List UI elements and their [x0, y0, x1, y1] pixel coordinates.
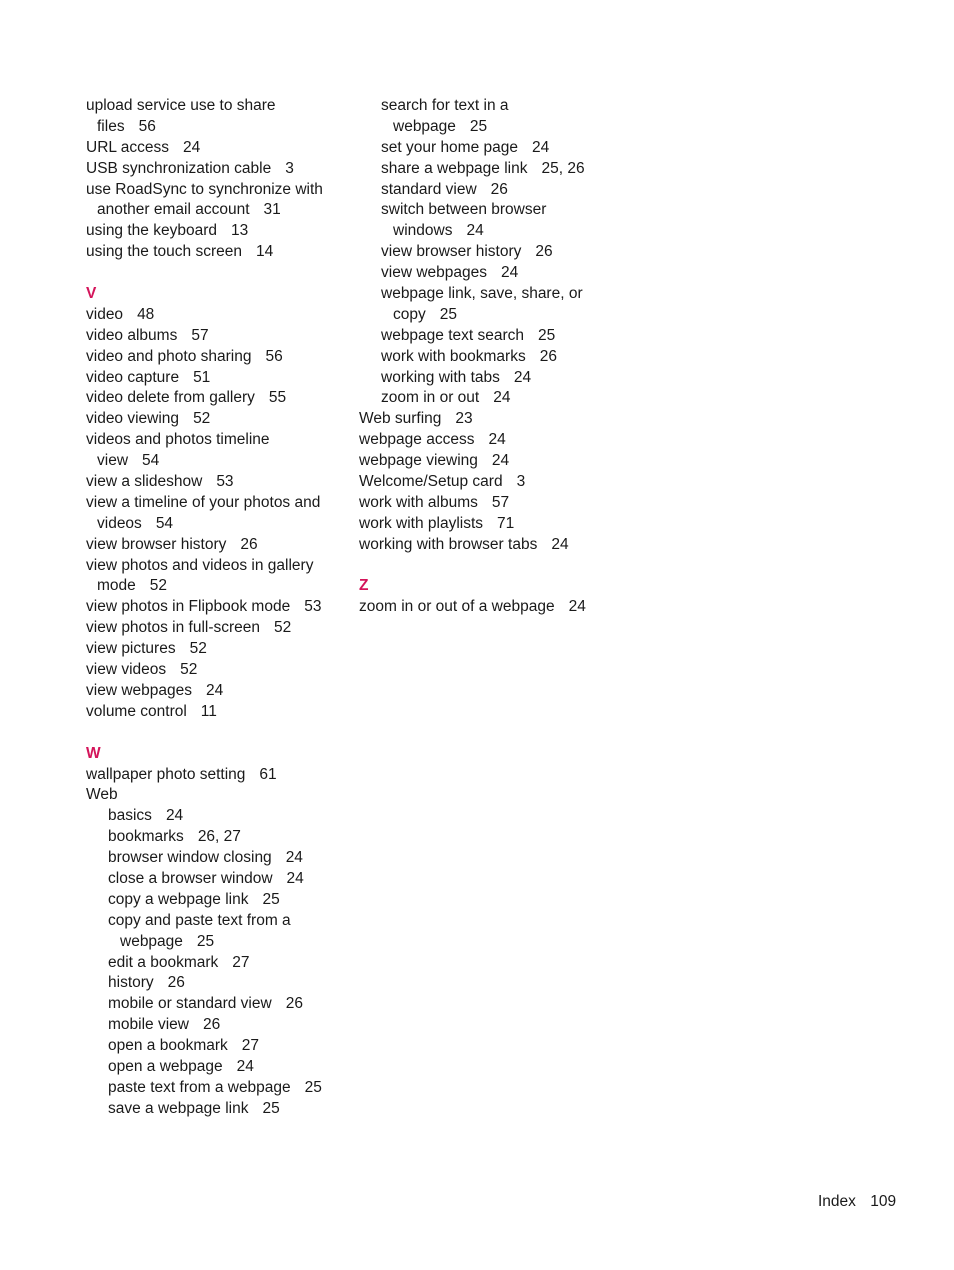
page-reference: 54 — [142, 452, 160, 470]
index-column-right — [359, 96, 619, 618]
index-term: webpage link, save, share, or — [381, 285, 583, 303]
page-reference: 24 — [500, 264, 519, 282]
page-reference: 27 — [241, 1037, 260, 1055]
page-reference: 24 — [285, 849, 303, 867]
index-entry — [86, 911, 346, 932]
index-entry — [86, 326, 346, 347]
page-reference: 52 — [189, 640, 207, 658]
index-entry — [86, 639, 346, 660]
index-term: switch between browser — [381, 201, 547, 219]
index-term: zoom in or out of a webpage — [359, 598, 555, 616]
index-entry — [86, 368, 346, 389]
index-term: view browser history — [381, 243, 522, 261]
page-reference: 52 — [149, 577, 168, 595]
page-reference: 24 — [551, 535, 569, 553]
page-reference: 24 — [493, 389, 511, 407]
index-term: video albums — [86, 326, 178, 344]
section-spacer — [359, 556, 619, 577]
index-term: work with playlists — [359, 514, 484, 532]
index-entry — [86, 848, 346, 869]
index-entry — [86, 827, 346, 848]
page-reference: 25 — [538, 326, 556, 344]
page-reference: 25 — [262, 1099, 280, 1117]
page-reference: 56 — [138, 117, 156, 135]
page-reference: 25 — [304, 1078, 322, 1096]
index-entry — [359, 597, 619, 618]
index-term: view photos in Flipbook mode — [86, 598, 291, 616]
index-term: volume control — [86, 702, 187, 720]
index-entry — [86, 932, 346, 953]
index-entry — [86, 994, 346, 1015]
page-reference: 54 — [155, 514, 174, 532]
page-reference: 14 — [255, 243, 274, 261]
index-entry — [359, 117, 619, 138]
index-term: working with browser tabs — [359, 535, 538, 553]
index-entry — [86, 1099, 346, 1120]
index-entry — [359, 472, 619, 493]
page-reference: 26 — [535, 243, 553, 261]
index-term: copy and paste text from a — [108, 911, 291, 929]
page-reference: 27 — [232, 953, 250, 971]
page-reference: 57 — [191, 326, 209, 344]
index-term: standard view — [381, 180, 477, 198]
index-term: videos — [97, 514, 142, 532]
index-term: working with tabs — [381, 368, 500, 386]
index-entry — [359, 409, 619, 430]
index-term: upload service use to share — [86, 97, 276, 114]
page-number: 109 — [870, 1193, 897, 1210]
page-reference: 24 — [165, 807, 184, 825]
index-entry — [86, 785, 346, 806]
index-entry — [86, 765, 346, 786]
index-entry — [86, 953, 346, 974]
index-term: windows — [393, 222, 453, 240]
index-entry — [86, 1036, 346, 1057]
index-entry — [359, 284, 619, 305]
index-term: USB synchronization cable — [86, 159, 272, 177]
index-term: video viewing — [86, 410, 180, 428]
page-reference: 53 — [216, 473, 234, 491]
index-entry — [86, 618, 346, 639]
page-reference: 52 — [180, 661, 198, 679]
index-term: Welcome/Setup card — [359, 473, 503, 491]
page-reference: 52 — [193, 410, 211, 428]
index-entry — [86, 556, 346, 577]
index-column-left — [86, 96, 346, 1120]
page-reference: 26 — [202, 1016, 221, 1034]
index-entry — [86, 472, 346, 493]
index-term: video capture — [86, 368, 180, 386]
index-term: webpage — [393, 117, 456, 135]
page-reference: 24 — [286, 869, 304, 887]
index-entry — [86, 451, 346, 472]
index-term: video — [86, 305, 124, 323]
page-reference: 25 — [439, 305, 457, 323]
page-reference: 57 — [491, 493, 510, 511]
page-reference: 55 — [268, 389, 287, 407]
index-entry — [359, 368, 619, 389]
index-term: Web — [86, 786, 118, 804]
index-term: mobile view — [108, 1016, 189, 1034]
index-term: videos and photos timeline — [86, 431, 270, 449]
index-term: view photos and videos in gallery — [86, 556, 314, 574]
index-entry — [86, 430, 346, 451]
page-reference: 24 — [491, 452, 510, 470]
page-reference: 53 — [304, 598, 322, 616]
index-entry — [359, 200, 619, 221]
page-reference: 24 — [488, 431, 506, 449]
page-footer — [818, 1192, 896, 1212]
index-entry — [86, 702, 346, 723]
index-term: open a bookmark — [108, 1037, 228, 1055]
page-reference: 52 — [274, 619, 292, 637]
index-entry — [359, 493, 619, 514]
index-entry — [86, 200, 346, 221]
index-term: view — [97, 452, 129, 470]
index-entry — [86, 1015, 346, 1036]
index-term: save a webpage link — [108, 1099, 249, 1117]
index-term: mobile or standard view — [108, 995, 272, 1013]
index-term: webpage viewing — [359, 452, 478, 470]
index-entry — [86, 597, 346, 618]
index-term: share a webpage link — [381, 159, 528, 177]
page-reference: 25, 26 — [541, 159, 585, 177]
index-term: Web surfing — [359, 410, 442, 428]
page-reference: 3 — [516, 473, 526, 491]
index-entry — [86, 388, 346, 409]
index-entry — [359, 326, 619, 347]
index-term: view webpages — [381, 264, 487, 282]
index-entry — [86, 347, 346, 368]
index-entry — [86, 242, 346, 263]
index-entry — [86, 409, 346, 430]
index-entry — [86, 973, 346, 994]
index-term: paste text from a webpage — [108, 1078, 291, 1096]
section-letter-heading: Z — [359, 577, 369, 595]
index-term: bookmarks — [108, 828, 184, 846]
index-entry — [86, 890, 346, 911]
index-entry — [86, 96, 346, 117]
index-entry — [86, 221, 346, 242]
page-reference: 24 — [182, 138, 201, 156]
index-entry — [359, 96, 619, 117]
index-entry — [359, 180, 619, 201]
index-term: view pictures — [86, 640, 176, 658]
index-term: edit a bookmark — [108, 953, 219, 971]
index-term: webpage text search — [381, 326, 525, 344]
index-term: zoom in or out — [381, 389, 480, 407]
index-term: work with albums — [359, 493, 478, 511]
index-entry — [359, 535, 619, 556]
page-reference: 24 — [513, 368, 532, 386]
index-entry — [86, 576, 346, 597]
index-term: mode — [97, 577, 136, 595]
index-term: wallpaper photo setting — [86, 765, 246, 783]
index-term: URL access — [86, 138, 169, 156]
index-entry — [359, 138, 619, 159]
page-reference: 71 — [497, 514, 515, 532]
page-reference: 11 — [200, 702, 217, 720]
index-entry — [86, 1078, 346, 1099]
page-reference: 13 — [230, 222, 249, 240]
page-reference: 25 — [196, 932, 215, 950]
index-entry — [86, 806, 346, 827]
index-term: video delete from gallery — [86, 389, 255, 407]
page-reference: 26 — [539, 347, 557, 365]
index-entry — [86, 117, 346, 138]
page-reference: 26 — [240, 535, 258, 553]
page-reference: 61 — [259, 765, 277, 783]
index-term: work with bookmarks — [381, 347, 526, 365]
section-spacer — [86, 263, 346, 284]
index-entry — [359, 242, 619, 263]
index-entry — [359, 221, 619, 242]
page-reference: 26, 27 — [197, 828, 241, 846]
index-term: open a webpage — [108, 1057, 223, 1075]
page-reference: 25 — [262, 890, 280, 908]
page-reference: 24 — [568, 598, 586, 616]
page-reference: 24 — [236, 1057, 254, 1075]
page-reference: 26 — [285, 995, 303, 1013]
index-term: view photos in full-screen — [86, 619, 261, 637]
index-entry — [86, 493, 346, 514]
index-entry — [86, 180, 346, 201]
index-entry — [359, 305, 619, 326]
footer-label: Index — [818, 1193, 856, 1210]
index-term: files — [97, 117, 125, 135]
index-entry — [86, 660, 346, 681]
page-reference: 31 — [263, 201, 281, 219]
index-term: view a timeline of your photos and — [86, 493, 321, 511]
section-spacer — [86, 723, 346, 744]
section-letter-heading: W — [86, 744, 101, 762]
index-entry — [86, 305, 346, 326]
index-term: copy — [393, 305, 426, 323]
index-term: view videos — [86, 661, 167, 679]
index-term: another email account — [97, 201, 250, 219]
page-reference: 24 — [532, 138, 550, 156]
index-term: webpage access — [359, 431, 475, 449]
page-reference: 25 — [469, 117, 488, 135]
index-term: view browser history — [86, 535, 227, 553]
section-letter-heading: V — [86, 285, 97, 303]
page-reference: 51 — [193, 368, 211, 386]
index-entry — [86, 138, 346, 159]
index-term: search for text in a — [381, 97, 509, 114]
index-entry — [86, 535, 346, 556]
index-term: history — [108, 974, 154, 992]
index-term: browser window closing — [108, 849, 272, 867]
index-term: use RoadSync to synchronize with — [86, 180, 323, 198]
page-reference: 48 — [137, 305, 155, 323]
index-entry — [359, 430, 619, 451]
index-term: using the keyboard — [86, 222, 217, 240]
index-entry — [359, 159, 619, 180]
index-entry — [86, 1057, 346, 1078]
index-entry — [86, 514, 346, 535]
index-term: using the touch screen — [86, 243, 242, 261]
index-term: webpage — [120, 932, 183, 950]
page-reference: 56 — [265, 347, 283, 365]
index-entry — [359, 451, 619, 472]
index-term: view a slideshow — [86, 473, 203, 491]
index-entry — [86, 869, 346, 890]
index-term: basics — [108, 807, 152, 825]
index-entry — [359, 263, 619, 284]
index-entry — [86, 159, 346, 180]
index-entry — [86, 681, 346, 702]
index-term: view webpages — [86, 681, 192, 699]
page-reference: 24 — [205, 681, 224, 699]
index-term: set your home page — [381, 138, 519, 156]
index-term: copy a webpage link — [108, 890, 249, 908]
index-entry — [359, 388, 619, 409]
index-entry — [359, 347, 619, 368]
page-reference: 23 — [455, 410, 473, 428]
page-reference: 3 — [285, 159, 294, 177]
index-entry — [359, 514, 619, 535]
page-reference: 26 — [167, 974, 185, 992]
index-term: video and photo sharing — [86, 347, 252, 365]
page-reference: 26 — [490, 180, 508, 198]
page-reference: 24 — [466, 222, 484, 240]
index-term: close a browser window — [108, 869, 273, 887]
